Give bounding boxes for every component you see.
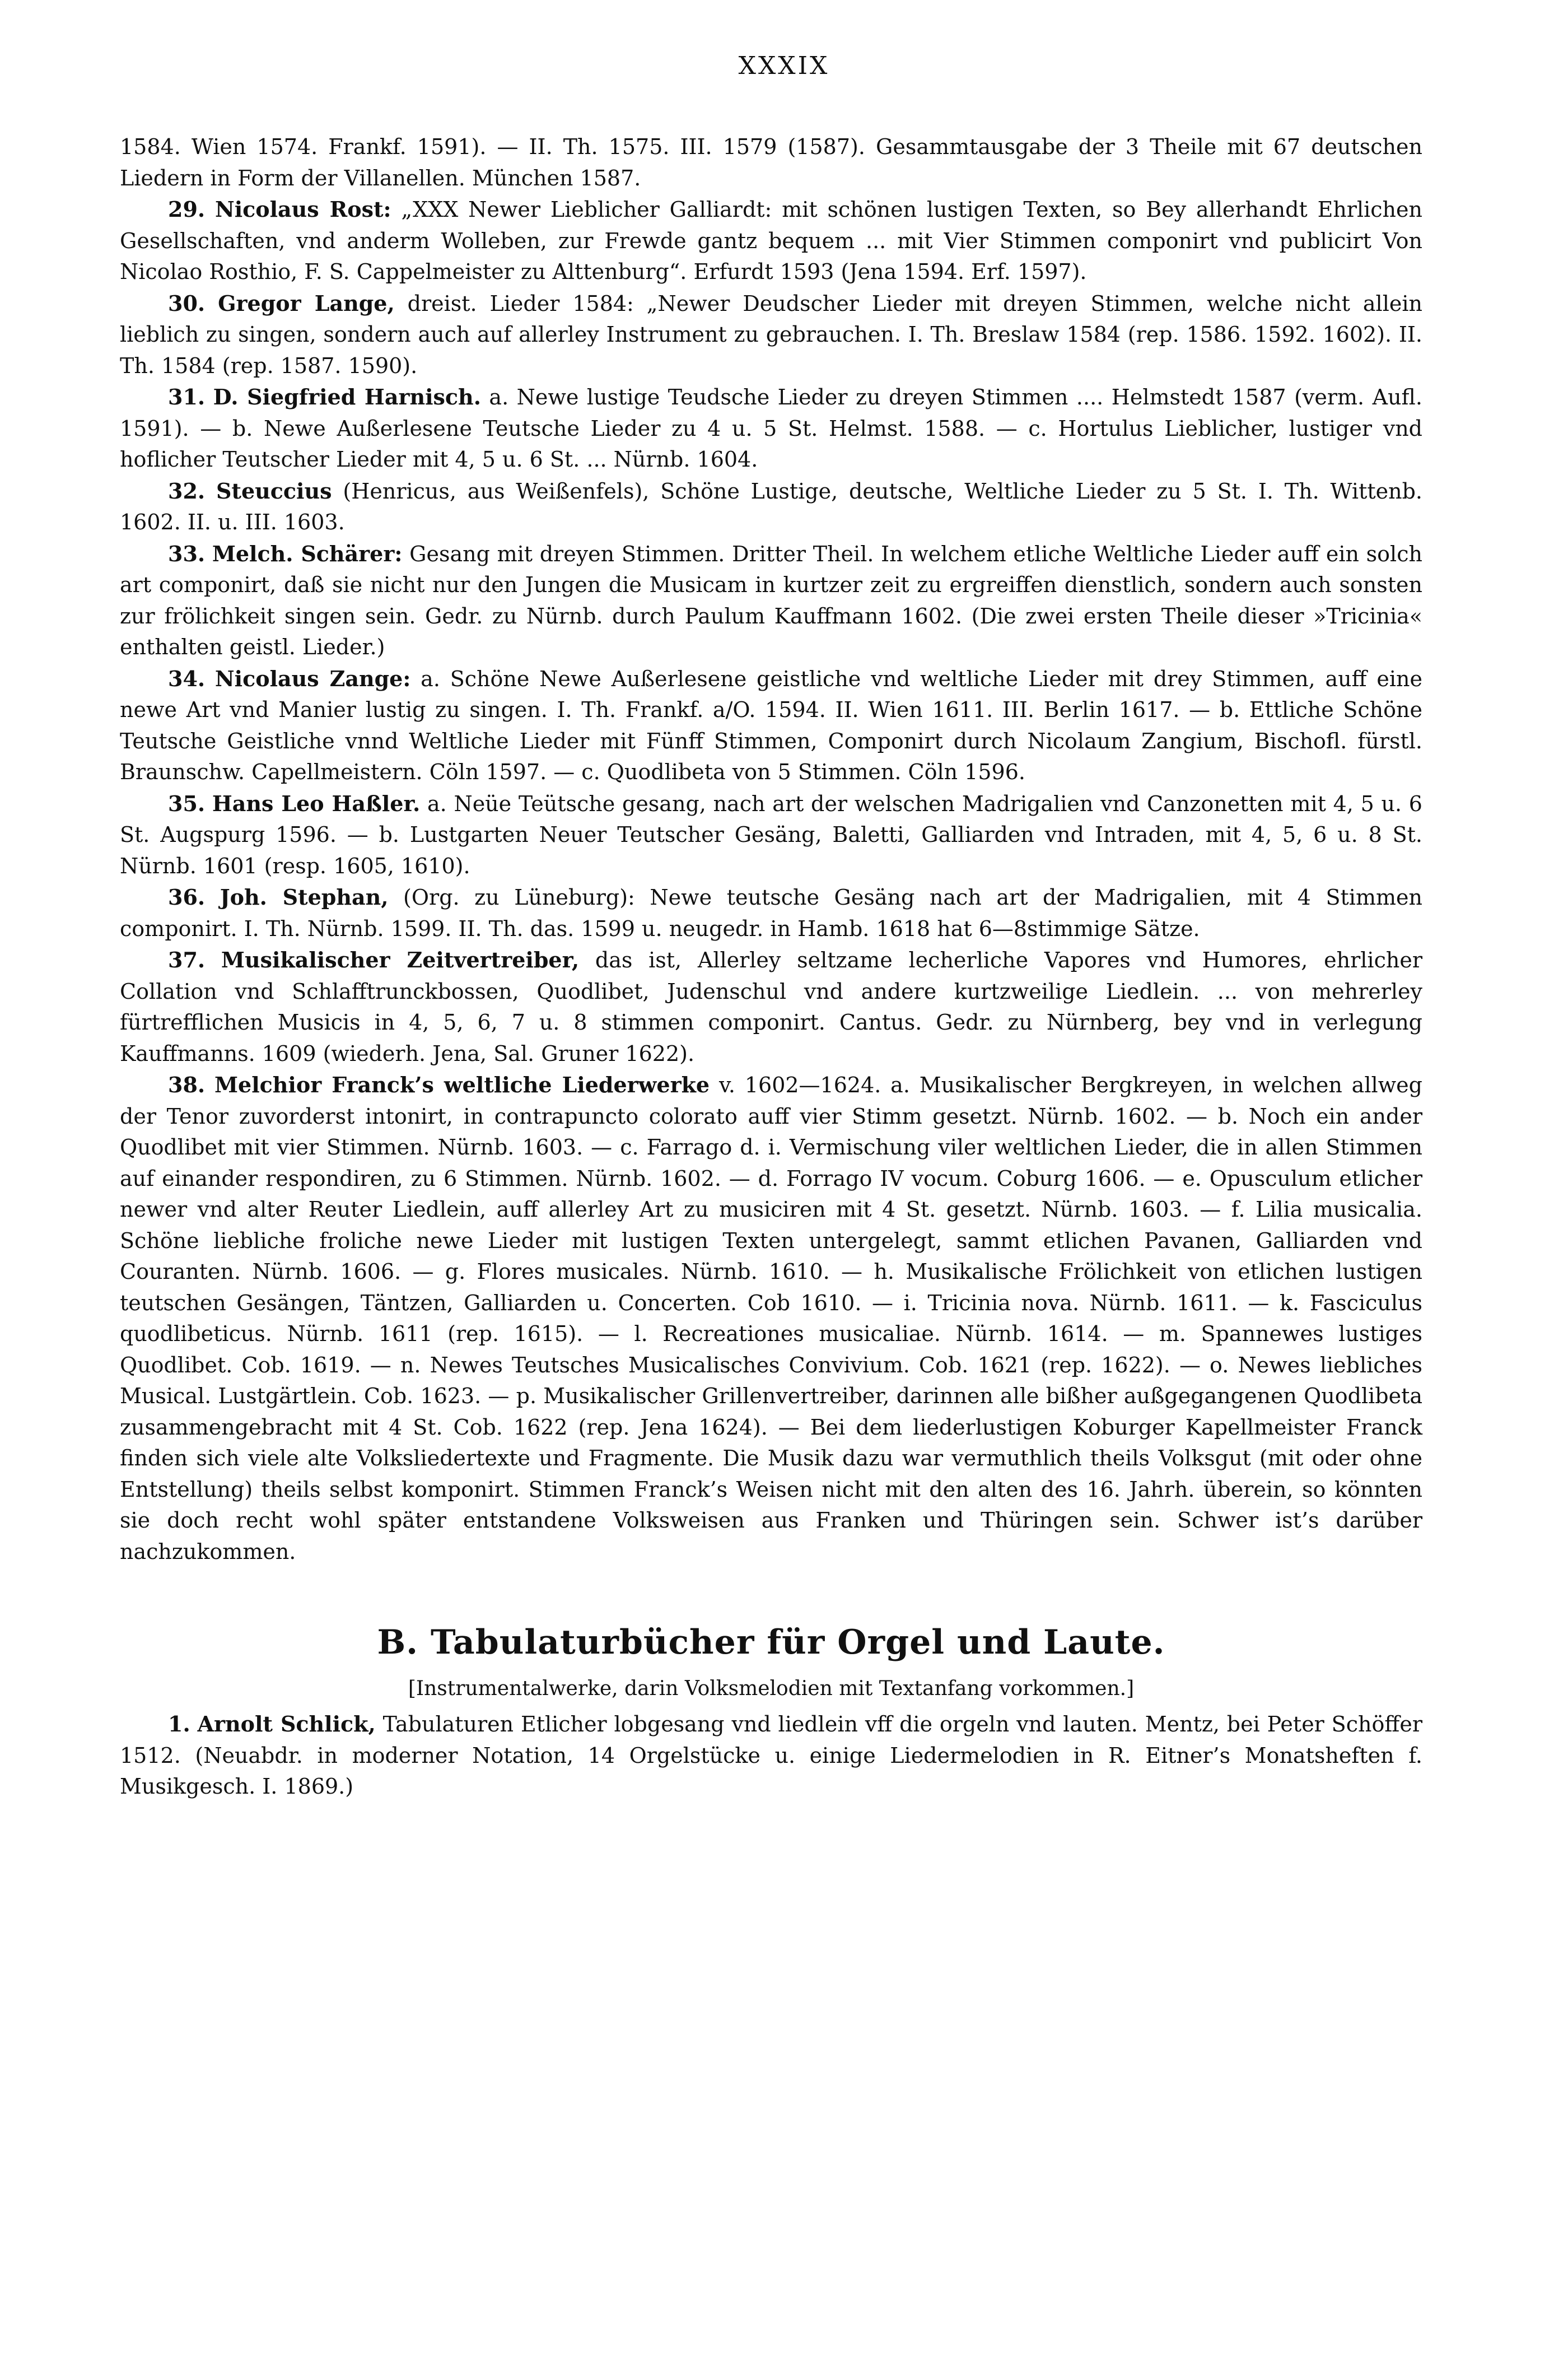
- entry-36: [120, 882, 1422, 944]
- entry-author: Hans Leo Haßler.: [212, 790, 421, 816]
- entry-text: „XXX Newer Lieblicher Galliardt: mit schönen lustigen Texten, so Bey allerhandt Ehrlichen Gesellschaften, vnd anderm Wolleben, zur Frewde gantz bequem ... mit Vier Stimmen componirt vnd publicirt Von Nicolao Rosthio, F. S. Cappelmeister zu Alttenburg“. Erfurdt 1593 (Jena 1594. Erf. 1597).: [120, 197, 1422, 284]
- entry-number: 1.: [168, 1711, 190, 1736]
- page-number: XXXIX: [738, 52, 830, 80]
- entry-author: Melchior Franck’s weltliche Liederwerke: [214, 1072, 710, 1097]
- entry-number: 30.: [168, 290, 206, 316]
- section-heading: B. Tabulaturbücher für Orgel und Laute.: [377, 1623, 1165, 1662]
- entry-text: a. Neüe Teütsche gesang, nach art der welschen Madrigalien vnd Canzonetten mit 4, 5 u. 6 St. Augspurg 1596. — b. Lustgarten Neuer Teutscher Gesäng, Baletti, Galliarden vnd Intraden, mit 4, 5, 6 u. 8 St. Nürnb. 1601 (resp. 1605, 1610).: [120, 791, 1422, 878]
- entry-text: Tabulaturen Etlicher lobgesang vnd liedlein vff die orgeln vnd lauten. Mentz, bei Peter Schöffer 1512. (Neuabdr. in moderner Notation, 14 Orgelstücke u. einige Liedermelodien in R. Eitner’s Monatsheften f. Musikgesch. I. 1869.): [120, 1712, 1422, 1799]
- entry-author: Arnolt Schlick,: [197, 1711, 376, 1736]
- section-subheading: [Instrumentalwerke, darin Volksmelodien mit Textanfang vorkommen.]: [408, 1677, 1135, 1700]
- entry-30: [120, 288, 1422, 382]
- entry-author: Melch. Schärer:: [212, 541, 403, 566]
- entry-38: [120, 1069, 1422, 1567]
- entry-author: Nicolaus Zange:: [214, 665, 411, 691]
- entry-text: a. Schöne Newe Außerlesene geistliche vnd weltliche Lieder mit drey Stimmen, auff eine newe Art vnd Manier lustig zu singen. I. Th. Frankf. a/O. 1594. II. Wien 1611. III. Berlin 1617. — b. Ettliche Schöne Teutsche Geistliche vnnd Weltliche Lieder mit Fünff Stimmen, Componirt durch Nicolaum Zangium, Bischofl. fürstl. Braunschw. Capellmeistern. Cöln 1597. — c. Quodlibeta von 5 Stimmen. Cöln 1596.: [120, 666, 1422, 784]
- entry-number: 33.: [168, 541, 206, 566]
- entry-34: [120, 663, 1422, 788]
- intro-paragraph: [120, 132, 1422, 194]
- entry-text: a. Newe lustige Teudsche Lieder zu dreyen Stimmen .... Helmstedt 1587 (verm. Aufl. 1591). — b. Newe Außerlesene Teutsche Lieder zu 4 u. 5 St. Helmst. 1588. — c. Hortulus Lieblicher, lustiger vnd hoflicher Teutscher Lieder mit 4, 5 u. 6 St. ... Nürnb. 1604.: [120, 385, 1422, 472]
- entry-32: [120, 476, 1422, 538]
- entry-31: [120, 381, 1422, 476]
- entry-number: 31.: [168, 384, 206, 409]
- entry-number: 37.: [168, 947, 206, 972]
- entry-text: dreist. Lieder 1584: „Newer Deudscher Lieder mit dreyen Stimmen, welche nicht allein lieblich zu singen, sondern auch auf allerley Instrument zu gebrauchen. I. Th. Breslaw 1584 (rep. 1586. 1592. 1602). II. Th. 1584 (rep. 1587. 1590).: [120, 291, 1422, 378]
- entry-author: Steuccius: [216, 478, 332, 504]
- entry-33: [120, 538, 1422, 663]
- entry-number: 29.: [168, 197, 206, 222]
- entry-author: Gregor Lange,: [218, 290, 395, 316]
- intro-line: 1584. Wien 1574. Frankf. 1591). — II. Th. 1575. III. 1579 (1587). Gesammtausgabe der: [120, 134, 1115, 159]
- section-entry-1: [120, 1708, 1422, 1803]
- entry-text: das ist, Allerley seltzame lecherliche Vapores vnd Humores, ehrlicher Collation vnd Schlafftrunckbossen, Quodlibet, Judenschul vnd andere kurtzweilige Liedlein. ... von mehrerley fürtrefflichen Musicis in 4, 5, 6, 7 u. 8 stimmen componirt. Cantus. Gedr. zu Nürnberg, bey vnd in verlegung Kauffmanns. 1609 (wiederh. Jena, Sal. Gruner 1622).: [120, 948, 1422, 1066]
- entry-text: v. 1602—1624. a. Musikalischer Bergkreyen, in welchen allweg der Tenor zuvorderst intonirt, in contrapuncto colorato auff vier Stimm gesetzt. Nürnb. 1602. — b. Noch ein ander Quodlibet mit vier Stimmen. Nürnb. 1603. — c. Farrago d. i. Vermischung viler weltlichen Lieder, die in allen Stimmen auf einander respondiren, zu 6 Stimmen. Nürnb. 1602. — d. Forrago IV vocum. Coburg 1606. — e. Opusculum etlicher newer vnd alter Reuter Liedlein, auff allerley Art zu musiciren mit 4 St. gesetzt. Nürnb. 1603. — f. Lilia musicalia. Schöne liebliche froliche newe Lieder mit lustigen Texten untergelegt, sammt etlichen Pavanen, Galliarden vnd Couranten. Nürnb. 1606. — g. Flores musicales. Nürnb. 1610. — h. Musikalische Frölichkeit von etlichen lustigen teutschen Gesängen, Täntzen, Galliarden u. Concerten. Cob 1610. — i. Tricinia nova. Nürnb. 1611. — k. Fasciculus quodlibeticus. Nürnb. 1611 (rep. 1615). — l. Recreationes musicaliae. Nürnb. 1614. — m. Spannewes lustiges Quodlibet. Cob. 1619. — n. Newes Teutsches Musicalisches Convivium. Cob. 1621 (rep. 1622). — o. Newes liebliches Musical. Lustgärtlein. Cob. 1623. — p. Musikalischer Grillenvertreiber, darinnen alle bißher außgegangenen Quodlibeta zusammengebracht mit 4 St. Cob. 1622 (rep. Jena 1624). — Bei dem liederlustigen Koburger Kapellmeister Franck finden sich viele alte Volksliedertexte und Fragmente. Die Musik dazu war vermuthlich theils Volksgut (mit oder ohne Entstellung) theils selbst komponirt. Stimmen Franck’s Weisen nicht mit den alten des 16. Jahrh. überein, so könnten sie doch recht wohl später entstandene Volksweisen aus Franken und Thüringen sein. Schwer ist’s darüber nachzukommen.: [120, 1073, 1422, 1564]
- entry-text: Gesang mit dreyen Stimmen. Dritter Theil. In welchem etliche Weltliche Lieder auff ein solch art componirt, daß sie nicht nur den Jungen die Musicam in kurtzer zeit zu ergreiffen dienstlich, sondern auch sonsten zur frölichkeit singen sein. Gedr. zu Nürnb. durch Paulum Kauffmann 1602. (Die zwei ersten Theile dieser »Tricinia« enthalten geistl. Lieder.): [120, 541, 1422, 659]
- entry-author: Musikalischer Zeitvertreiber,: [221, 947, 580, 972]
- text-column: [120, 132, 1422, 1803]
- entry-29: [120, 194, 1422, 288]
- entry-author: Joh. Stephan,: [220, 884, 389, 910]
- entry-number: 35.: [168, 790, 206, 816]
- entry-number: 38.: [168, 1072, 206, 1097]
- entry-37: [120, 944, 1422, 1069]
- entry-35: [120, 788, 1422, 882]
- entry-number: 32.: [168, 478, 206, 504]
- entry-author: D. Siegfried Harnisch.: [213, 384, 481, 409]
- entry-author: Nicolaus Rost:: [214, 197, 391, 222]
- entry-number: 36.: [168, 884, 206, 910]
- entry-text: (Henricus, aus Weißenfels), Schöne Lustige, deutsche, Weltliche Lieder zu 5 St. I. Th. Wittenb. 1602. II. u. III. 1603.: [120, 478, 1422, 534]
- entry-text: (Org. zu Lüneburg): Newe teutsche Gesäng nach art der Madrigalien, mit 4 Stimmen componirt. I. Th. Nürnb. 1599. II. Th. das. 1599 u. neugedr. in Hamb. 1618 hat 6—8stimmige Sätze.: [120, 885, 1422, 941]
- entry-number: 34.: [168, 665, 206, 691]
- intro-line: 3 Theile mit 67 deutschen Liedern in Form der Villanellen. München 1587.: [120, 134, 1422, 190]
